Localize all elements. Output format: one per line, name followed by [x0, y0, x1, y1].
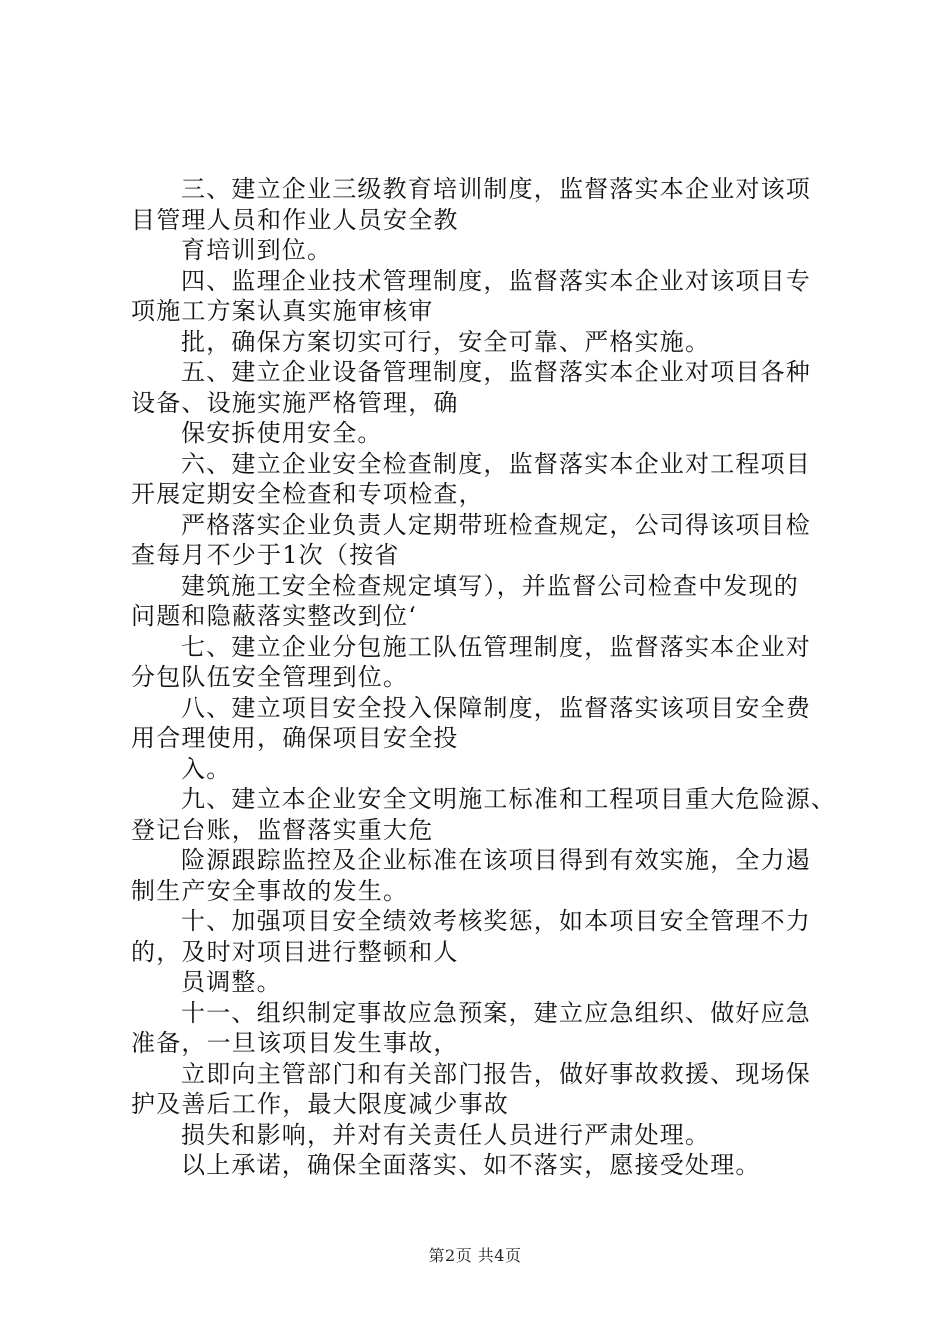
text-line: 登记台账，监督落实重大危 — [131, 815, 434, 844]
text-line: 开展定期安全检查和专项检查， — [131, 480, 484, 508]
text-line: 项施工方案认真实施审核审 — [131, 297, 434, 325]
text-line: 严格落实企业负责人定期带班检查规定，公司得该项目检 — [181, 510, 811, 539]
text-line: 险源跟踪监控及企业标准在该项目得到有效实施，全力遏 — [181, 846, 811, 874]
text-line: 立即向主管部门和有关部门报告，做好事故救援、现场保 — [181, 1059, 811, 1088]
text-line: 目管理人员和作业人员安全教 — [131, 205, 459, 234]
text-line: 损失和影响，并对有关责任人员进行严肃处理。 — [181, 1120, 711, 1149]
text-line: 育培训到位。 — [181, 236, 333, 264]
text-line: 的，及时对项目进行整顿和人 — [131, 937, 459, 966]
text-line: 建筑施工安全检查规定填写），并监督公司检查中发现的 — [181, 571, 799, 600]
text-line: 分包队伍安全管理到位。 — [131, 663, 409, 691]
text-line: 五、建立企业设备管理制度，监督落实本企业对项目各种 — [181, 358, 811, 386]
text-line: 制生产安全事故的发生。 — [131, 876, 409, 905]
text-line: 六、建立企业安全检查制度，监督落实本企业对工程项目 — [181, 449, 811, 478]
text-line: 四、监理企业技术管理制度，监督落实本企业对该项目专 — [181, 266, 811, 295]
text-line: 查每月不少于1次（按省 — [131, 541, 400, 569]
text-line: 九、建立本企业安全文明施工标准和工程项目重大危险源、 — [181, 785, 837, 813]
text-line: 保安拆使用安全。 — [181, 419, 383, 447]
text-line: 护及善后工作，最大限度减少事故 — [131, 1090, 509, 1118]
text-line: 以上承诺，确保全面落实、如不落实，愿接受处理。 — [181, 1151, 761, 1179]
text-line: 八、建立项目安全投入保障制度，监督落实该项目安全费 — [181, 693, 811, 722]
text-line: 七、建立企业分包施工队伍管理制度，监督落实本企业对 — [181, 632, 811, 661]
text-line: 三、建立企业三级教育培训制度，监督落实本企业对该项 — [181, 175, 811, 203]
text-line: 十一、组织制定事故应急预案，建立应急组织、做好应急 — [181, 998, 811, 1027]
text-line: 设备、设施实施严格管理，确 — [131, 388, 459, 417]
text-line: 问题和隐蔽落实整改到位‘ — [131, 602, 418, 630]
text-line: 员调整。 — [181, 968, 282, 996]
text-line: 入。 — [181, 754, 232, 783]
text-line: 用合理使用，确保项目安全投 — [131, 724, 459, 752]
page-number: 第2页 共4页 — [428, 1246, 522, 1265]
text-line: 十、加强项目安全绩效考核奖惩，如本项目安全管理不力 — [181, 907, 811, 935]
text-line: 准备，一旦该项目发生事故， — [131, 1029, 459, 1057]
text-line: 批，确保方案切实可行，安全可靠、严格实施。 — [181, 327, 711, 356]
document-body — [131, 174, 851, 1181]
